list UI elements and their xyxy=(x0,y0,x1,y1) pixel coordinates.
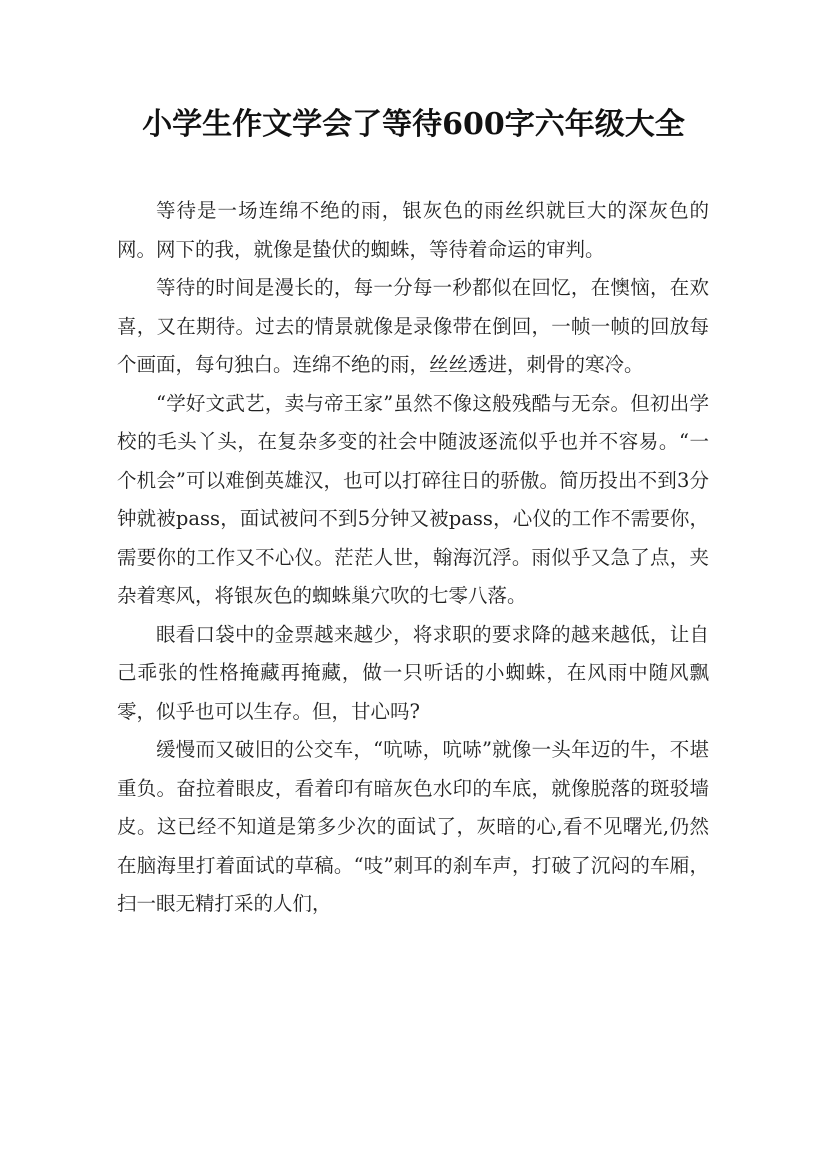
document-title: 小学生作文学会了等待600字六年级大全 xyxy=(142,107,685,142)
document-body xyxy=(117,192,709,924)
paragraph-4: 眼看口袋中的金票越来越少，将求职的要求降的越来越低，让自己乖张的性格掩藏再掩藏，做一只听话的小蜘蛛，在风雨中随风飘零，似乎也可以生存。但，甘心吗? xyxy=(117,622,709,723)
paragraph-1: 等待是一场连绵不绝的雨，银灰色的雨丝织就巨大的深灰色的网。网下的我，就像是蛰伏的蜘蛛，等待着命运的审判。 xyxy=(117,199,709,261)
paragraph-5: 缓慢而又破旧的公交车，“吭哧，吭哧”就像一头年迈的牛，不堪重负。奋拉着眼皮，看着印有暗灰色水印的车底，就像脱落的斑驳墙皮。这已经不知道是第多少次的面试了，灰暗的心,看不见曙光,仍然在脑海里打着面试的草稿。“吱”刺耳的刹车声，打破了沉闷的车厢，扫一眼无精打采的人们， xyxy=(117,738,709,915)
paragraph-2: 等待的时间是漫长的，每一分每一秒都似在回忆，在懊恼，在欢喜，又在期待。过去的情景就像是录像带在倒回，一帧一帧的回放每个画面，每句独白。连绵不绝的雨，丝丝透进，刺骨的寒冷。 xyxy=(117,276,709,376)
paragraph-3: “学好文武艺，卖与帝王家”虽然不像这般残酷与无奈。但初出学校的毛头丫头，在复杂多变的社会中随波逐流似乎也并不容易。“一个机会”可以难倒英雄汉，也可以打碎往日的骄傲。简历投出不到3分钟就被pass，面试被问不到5分钟又被pass，心仪的工作不需要你，需要你的工作又不心仪。茫茫人世，翰海沉浮。雨似乎又急了点，夹杂着寒风，将银灰色的蜘蛛巢穴吹的七零八落。 xyxy=(117,391,709,607)
